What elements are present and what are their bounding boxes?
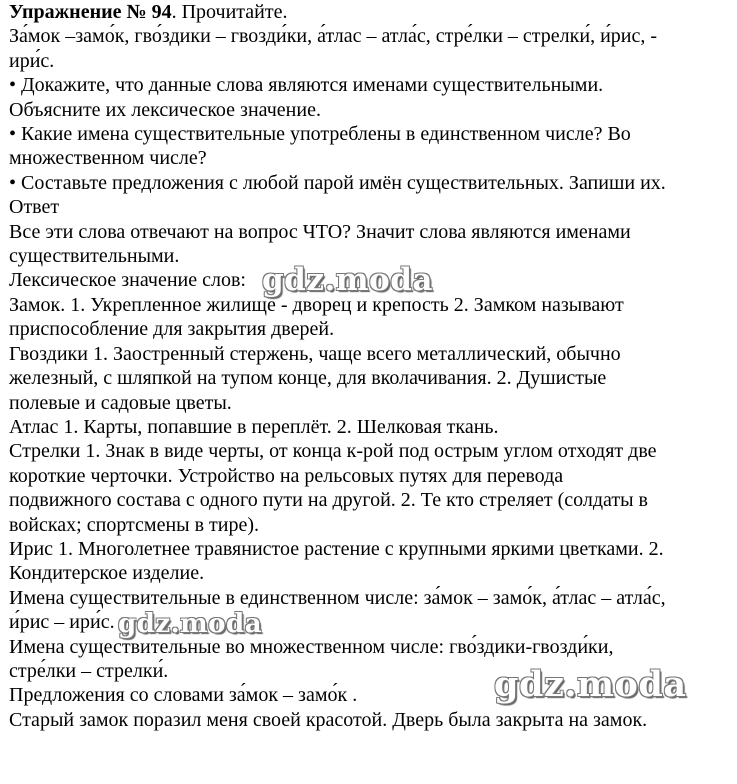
answer-line: стре́лки – стрелки́. bbox=[9, 659, 169, 682]
watermark-logo: gdz.moda bbox=[262, 262, 433, 298]
exercise-heading bbox=[9, 0, 731, 24]
answer-line: Все эти слова отвечают на вопрос ЧТО? Значит слова являются именами bbox=[9, 220, 631, 243]
answer-line: подвижного состава с одного пути на другой. 2. Те кто стреляет (солдаты в bbox=[9, 489, 648, 512]
answer-line: Стрелки 1. Знак в виде черты, от конца к-рой под острым углом отходят две bbox=[9, 440, 657, 463]
watermark-logo: gdz.moda bbox=[118, 609, 263, 639]
answer-line: железный, с шляпкой на тупом конце, для вколачивания. 2. Душистые bbox=[9, 367, 607, 390]
answer-line: короткие черточки. Устройство на рельсовых путях для перевода bbox=[9, 464, 564, 487]
answer-line: Старый замок поразил меня своей красотой. Дверь была закрыта на замок. bbox=[9, 708, 648, 731]
answer-line: Кондитерское изделие. bbox=[9, 562, 205, 585]
answer-line: приспособление для закрытия дверей. bbox=[9, 318, 335, 341]
answer-line: войсках; спортсмены в тире). bbox=[9, 513, 260, 536]
answer-line: Имена существительные в единственном числе: за́мок – замо́к, а́тлас – атла́с, bbox=[9, 586, 666, 609]
word-pairs-line-1: За́мок –замо́к, гво́здики – гвозди́ки, а́тлас – атла́с, стре́лки – стрелки́, и́рис, - bbox=[9, 25, 658, 48]
answer-line: Гвоздики 1. Заостренный стержень, чаще всего металлический, обычно bbox=[9, 342, 621, 365]
answer-line: Предложения со словами за́мок – замо́к . bbox=[9, 684, 358, 707]
answer-line: Лексическое значение слов: bbox=[9, 269, 246, 292]
exercise-page bbox=[9, 0, 731, 732]
task-1-line-2: Объясните их лексическое значение. bbox=[9, 98, 321, 121]
task-2-line-1: • Какие имена существительные употреблены в единственном числе? Во bbox=[9, 123, 631, 146]
answer-line: Атлас 1. Карты, попавшие в переплёт. 2. Шелковая ткань. bbox=[9, 415, 499, 438]
answer-line: Имена существительные во множественном числе: гво́здики-гвозди́ки, bbox=[9, 635, 614, 658]
answer-line: полевые и садовые цветы. bbox=[9, 391, 232, 414]
exercise-instruction: . Прочитайте. bbox=[171, 1, 288, 23]
task-1-line-1: • Докажите, что данные слова являются именами существительными. bbox=[9, 74, 604, 97]
answer-title: Ответ bbox=[9, 196, 60, 219]
task-2-line-2: множественном числе? bbox=[9, 147, 207, 170]
answer-line: Ирис 1. Многолетнее травянистое растение с крупными яркими цветками. 2. bbox=[9, 537, 664, 560]
exercise-number: Упражнение № 94 bbox=[9, 1, 172, 23]
answer-line: существительными. bbox=[9, 245, 180, 268]
task-3-line-1: • Составьте предложения с любой парой имён существительных. Запиши их. bbox=[9, 171, 666, 194]
answer-line: и́рис – ири́с. bbox=[9, 611, 115, 634]
answer-line: Замок. 1. Укрепленное жилище - дворец и крепость 2. Замком называют bbox=[9, 293, 624, 316]
watermark-logo: gdz.moda bbox=[494, 664, 687, 705]
word-pairs-line-2: ири́с. bbox=[9, 49, 55, 72]
